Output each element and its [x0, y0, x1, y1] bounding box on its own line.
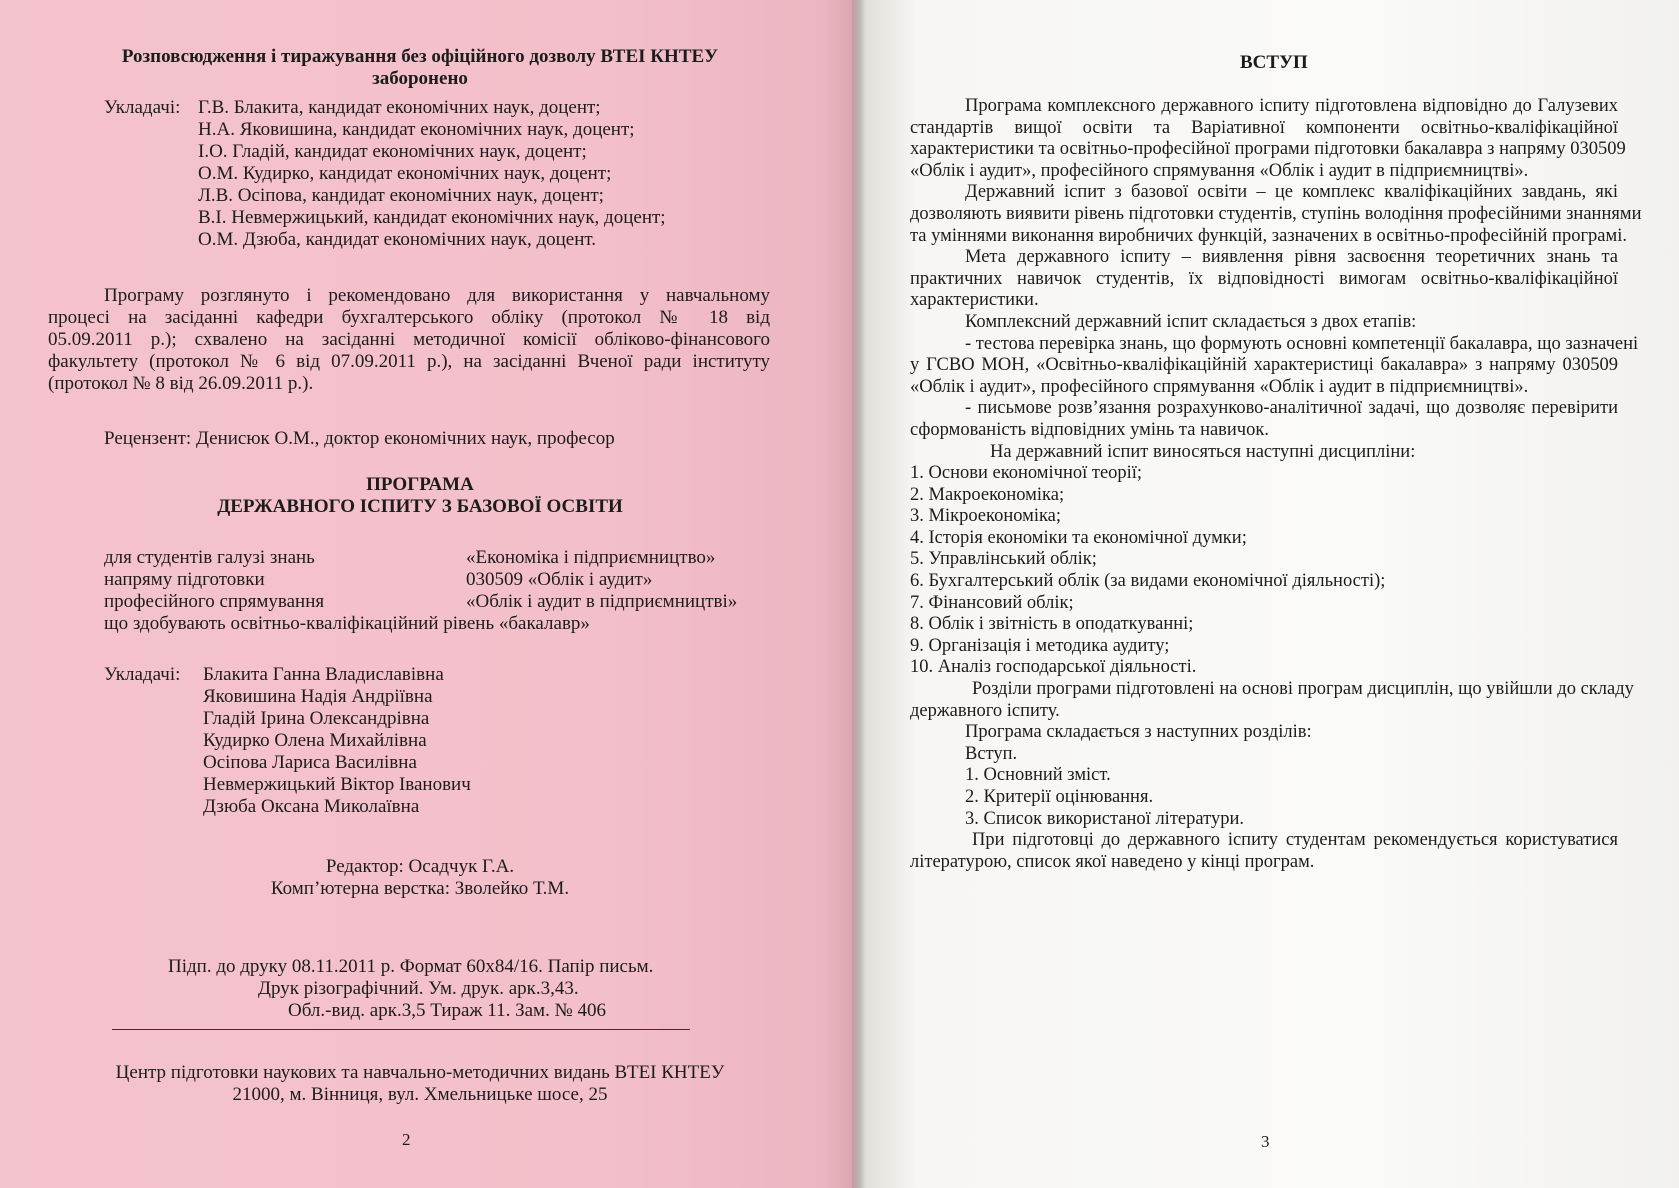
paragraph [910, 247, 1618, 312]
discipline-item: 8. Облік і звітність в оподаткуванні; [910, 614, 1194, 635]
discipline-item: 4. Історія економіки та економічної думки; [910, 527, 1247, 548]
disciplines-intro: На державний іспит виносяться наступні дисципліни: [990, 441, 1416, 462]
compiler-name: Невмержицький Віктор Іванович [203, 774, 471, 795]
text-line: «Облік і аудит», професійного спрямування «Облік і аудит в підприємництві». [910, 376, 1529, 397]
text-line: Мета державного іспиту – виявлення рівня засвоєння теоретичних знань та [965, 247, 1618, 268]
copyright-notice [60, 46, 780, 90]
compilers-full-label: Укладачі: [104, 664, 181, 685]
detail-value: 030509 «Облік і аудит» [466, 569, 653, 590]
approval-line: факультету (протокол № 6 від 07.09.2011 р.), на засіданні Вченої ради інституту [48, 351, 770, 372]
compiler-name: Блакита Ганна Владиславівна [203, 664, 444, 685]
compiler-item: Л.В. Осіпова, кандидат економічних наук, доцент; [198, 185, 604, 206]
compiler-name: Гладій Ірина Олександрівна [203, 708, 430, 729]
discipline-item: 5. Управлінський облік; [910, 549, 1097, 570]
paragraph [910, 96, 1626, 182]
compilers-label: Укладачі: [104, 97, 181, 118]
text-line: у ГСВО МОН, «Освітньо-кваліфікаційній характеристиці бакалавра» з напряму 030509 [910, 355, 1618, 376]
right-page [868, 0, 1679, 1188]
compiler-item: В.І. Невмержицький, кандидат економічних наук, доцент; [198, 207, 666, 228]
text-line: державного іспиту. [910, 700, 1060, 721]
approval-line: Програму розглянуто і рекомендовано для використання у навчальному [104, 285, 770, 306]
text-line: Програма комплексного державного іспиту підготовлена відповідно до Галузевих [965, 96, 1618, 116]
closing-paragraph [910, 830, 1618, 873]
paragraph [910, 333, 1639, 399]
discipline-item: 10. Аналіз господарської діяльності. [910, 657, 1197, 678]
compiler-item: Н.А. Яковишина, кандидат економічних наук, доцент; [198, 119, 635, 140]
compiler-item: І.О. Гладій, кандидат економічних наук, доцент; [198, 141, 587, 162]
detail-label: для студентів галузі знань [104, 547, 315, 568]
disciplines-list [910, 463, 1618, 679]
text-line: сформованість відповідних умінь та навичок. [910, 419, 1269, 440]
details-values [466, 547, 737, 613]
compiler-item: Г.В. Блакита, кандидат економічних наук, доцент; [198, 97, 601, 118]
detail-value: «Облік і аудит в підприємництві» [466, 591, 738, 612]
program-title-line: ДЕРЖАВНОГО ІСПИТУ З БАЗОВОЇ ОСВІТИ [217, 496, 623, 517]
discipline-item: 7. Фінансовий облік; [910, 592, 1074, 613]
detail-label: професійного спрямування [104, 591, 325, 612]
page-number: 2 [402, 1130, 411, 1149]
section-item: 1. Основний зміст. [965, 765, 1111, 786]
print-info-line: Друк різографічний. Ум. друк. арк.3,43. [258, 978, 579, 999]
text-line: - письмове розв’язання розрахунково-аналітичної задачі, що дозволяє перевірити [965, 398, 1618, 419]
intro-text [910, 96, 1642, 873]
compilers-list [198, 97, 666, 251]
editor: Редактор: Осадчук Г.А. [325, 856, 515, 877]
section-item: 3. Список використаної літератури. [965, 808, 1244, 829]
compiler-name: Яковишина Надія Андріївна [203, 686, 433, 707]
compiler-name: Дзюба Оксана Миколаївна [203, 796, 420, 817]
text-line: дозволяють виявити рівень підготовки студентів, ступінь володіння професійними знаннями [910, 203, 1642, 224]
discipline-item: 9. Організація і методика аудиту; [910, 635, 1170, 656]
discipline-item: 2. Макроекономіка; [910, 484, 1065, 505]
section-item: Вступ. [965, 743, 1018, 764]
layout-credit: Комп’ютерна верстка: Зволейко Т.М. [270, 878, 570, 899]
text-line: - тестова перевірка знань, що формують основні компетенції бакалавра, що зазначені [965, 333, 1639, 354]
text-line: та уміннями виконання виробничих функцій, зазначених в освітньо-професійній програмі. [910, 225, 1627, 246]
degree-line: що здобувають освітньо-кваліфікаційний рівень «бакалавр» [104, 613, 590, 634]
text-line: «Облік і аудит», професійного спрямування «Облік і аудит в підприємництві». [910, 160, 1529, 181]
text-line: Розділи програми підготовлені на основі програм дисциплін, що увійшли до складу [972, 679, 1634, 700]
compiler-item: О.М. Дзюба, кандидат економічних наук, доцент. [198, 229, 597, 250]
reviewer: Рецензент: Денисюк О.М., доктор економічних наук, професор [104, 428, 615, 449]
text-line: Державний іспит з базової освіти – це комплекс кваліфікаційних завдань, які [965, 182, 1618, 203]
page-number: 3 [1261, 1132, 1270, 1151]
paragraph [910, 398, 1618, 441]
sections-list [910, 744, 1618, 830]
section-item: 2. Критерії оцінювання. [965, 787, 1154, 807]
discipline-item: 1. Основи економічної теорії; [910, 463, 1143, 484]
approval-line: процесі на засіданні кафедри бухгалтерського обліку (протокол № 18 від [48, 307, 770, 328]
paragraph [910, 182, 1642, 247]
detail-label: напряму підготовки [104, 569, 265, 590]
detail-value: «Економіка і підприємництво» [466, 547, 716, 568]
approval-line: (протокол № 8 від 26.09.2011 р.). [48, 373, 314, 394]
approval-paragraph [48, 285, 770, 395]
text-line: Комплексний державний іспит складається з двох етапів: [965, 311, 1417, 332]
approval-line: 05.09.2011 р.); схвалено на засіданні методичної комісії обліково-фінансового [48, 329, 770, 350]
sections-paragraph [910, 679, 1634, 722]
text-line: стандартів вищої освіти та Варіативної компоненти освітньо-кваліфікаційної [910, 117, 1618, 138]
compiler-name: Осіпова Лариса Василівна [203, 752, 417, 773]
text-line: літературою, список якої наведено у кінці програм. [910, 851, 1315, 872]
print-info-line: Обл.-вид. арк.3,5 Тираж 11. Зам. № 406 [288, 1000, 606, 1021]
publisher-line: Центр підготовки наукових та навчально-методичних видань ВТЕІ КНТЕУ [115, 1062, 725, 1083]
compiler-item: О.М. Кудирко, кандидат економічних наук, доцент; [198, 163, 612, 184]
compiler-name: Кудирко Олена Михайлівна [203, 730, 427, 751]
text-line: практичних навичок студентів, їх відповідності вимогам освітньо-кваліфікаційної [910, 268, 1618, 289]
notice-line: заборонено [372, 68, 468, 89]
program-title [60, 474, 780, 518]
text-line: характеристики. [910, 290, 1039, 311]
page-title: ВСТУП [1240, 52, 1308, 73]
paragraph [910, 312, 1618, 334]
divider-rule [112, 1029, 690, 1030]
discipline-item: 3. Мікроекономіка; [910, 506, 1062, 527]
publisher-block [40, 1062, 800, 1106]
sections-intro: Програма складається з наступних розділів: [965, 722, 1312, 743]
print-info-line: Підп. до друку 08.11.2011 р. Формат 60х84/16. Папір письм. [168, 956, 654, 977]
editor-block [160, 856, 680, 900]
text-line: При підготовці до державного іспиту студентам рекомендується користуватися [972, 830, 1618, 851]
discipline-item: 6. Бухгалтерський облік (за видами економічної діяльності); [910, 571, 1386, 592]
publisher-line: 21000, м. Вінниця, вул. Хмельницьке шосе, 25 [232, 1084, 608, 1105]
text-line: характеристики та освітньо-професійної програми підготовки бакалавра з напряму 030509 [910, 139, 1626, 160]
program-title-line: ПРОГРАМА [366, 474, 474, 495]
notice-line: Розповсюдження і тиражування без офіційного дозволу ВТЕІ КНТЕУ [121, 46, 719, 67]
compilers-full-list [203, 664, 471, 818]
